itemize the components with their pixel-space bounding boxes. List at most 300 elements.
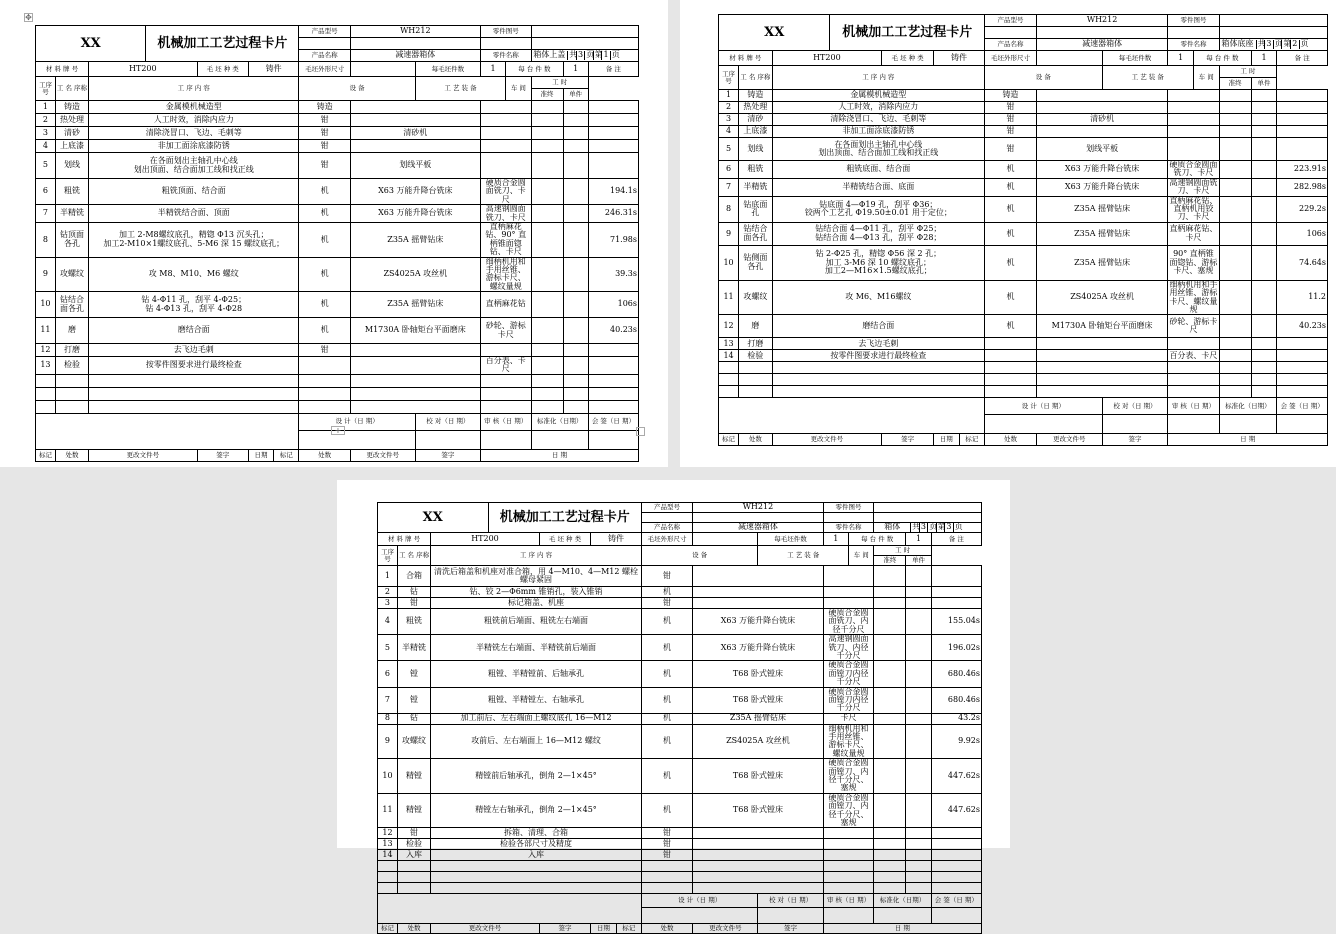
cell-text: 标记 xyxy=(38,450,52,459)
cell-text: 箱体底座 xyxy=(1221,39,1254,49)
cell-text: 页 xyxy=(954,522,963,532)
cell-text: 1 xyxy=(726,90,732,100)
cell-text: 产品名称 xyxy=(654,523,681,532)
cell-text: 3 xyxy=(42,127,48,137)
cell-text: 机 xyxy=(1006,228,1015,238)
cell-text: 13 xyxy=(40,360,51,370)
cell-text: 223.91s xyxy=(1293,164,1326,174)
process-row xyxy=(36,101,639,114)
cell-text: 产品型号 xyxy=(997,16,1024,25)
cell-text: 钻 xyxy=(410,586,419,596)
cell-text: 工 序 内 容 xyxy=(862,73,895,82)
blank-type xyxy=(933,51,984,66)
cell-text: T68 卧式镗床 xyxy=(732,668,783,678)
cell-text: 钻 xyxy=(410,713,419,723)
process-row xyxy=(378,635,982,661)
process-row xyxy=(719,90,1328,102)
process-row xyxy=(36,344,639,357)
cell-text: 标记 xyxy=(722,435,736,444)
card-title xyxy=(146,26,299,62)
cell-text: 去飞边毛刺 xyxy=(858,338,899,348)
part-name xyxy=(1220,40,1257,48)
page-number xyxy=(602,51,611,59)
cell-text: 产品型号 xyxy=(654,503,681,512)
cell-text: 更改文件号 xyxy=(366,450,399,459)
cell-text: 2 xyxy=(384,586,390,596)
cell-text: 4 xyxy=(42,140,48,150)
process-row xyxy=(719,161,1328,179)
cell-text: 40.23s xyxy=(1298,321,1326,331)
cell-text: 去飞边毛刺 xyxy=(173,344,214,354)
cell-text: 钻 4-Φ11 孔，刮平 4-Φ25； 钻 4-Φ13 孔，刮平 4-Φ28 xyxy=(141,295,247,313)
cell-text: 6 xyxy=(384,668,390,678)
cell-text: 钳 xyxy=(1006,102,1015,112)
process-card-2 xyxy=(718,14,1328,444)
cell-text: 标记 xyxy=(279,450,293,459)
document-page-3 xyxy=(337,480,1010,933)
cell-text: 设 备 xyxy=(1035,73,1051,82)
cell-text: 处数 xyxy=(1003,435,1017,444)
cell-text: 热处理 xyxy=(59,114,84,124)
cell-text: 设 计（日 期） xyxy=(678,896,722,905)
cell-text: 钻结合面 4—Φ11 孔，刮平 Φ25； 钻结合面 4—Φ13 孔，刮平 Φ28； xyxy=(815,224,942,242)
cell-text: 砂轮、游标卡尺 xyxy=(1169,316,1218,335)
part-name xyxy=(874,523,910,531)
cell-text: 攻螺纹 xyxy=(402,736,427,746)
per-unit-count xyxy=(906,533,931,546)
cell-text: 签字 xyxy=(901,435,915,444)
process-row xyxy=(36,127,639,140)
cell-text: 校 对（日 期） xyxy=(426,417,470,426)
cell-text: 日期 xyxy=(254,450,268,459)
cell-text: 机 xyxy=(663,586,672,596)
process-row xyxy=(36,357,639,375)
cell-text: 铸件 xyxy=(608,533,625,543)
cell-text: 钻侧面各孔 xyxy=(743,253,768,271)
total-pages xyxy=(576,51,585,59)
process-card-table xyxy=(377,502,982,934)
cell-text: 百分表、卡尺 xyxy=(485,356,526,374)
cell-text: 设 备 xyxy=(349,84,365,93)
cell-text: 钳 xyxy=(663,839,672,849)
cell-text: 材 料 牌 号 xyxy=(387,534,421,543)
cell-text: 清砂机 xyxy=(403,127,428,137)
cell-text: 材 料 牌 号 xyxy=(729,53,762,62)
cell-text: 钻 2-Φ25 孔，精锪 Φ56 深 2 孔； 加工 3-M6 深 10 螺纹底孔； 加工2—M16×1.5螺纹底孔； xyxy=(815,249,942,275)
cell-text: ZS4025A 攻丝机 xyxy=(1070,292,1134,302)
cell-text: 机 xyxy=(663,694,672,704)
per-unit-count xyxy=(1251,51,1277,66)
cell-text: 机械加工工艺过程卡片 xyxy=(157,35,288,51)
cell-text: 攻 M8、M10、M6 螺纹 xyxy=(148,269,239,279)
cell-text: 铸造 xyxy=(63,101,80,111)
cell-text: 钳 xyxy=(663,850,672,860)
cell-text: 2 xyxy=(726,102,732,112)
cell-text: 3 xyxy=(1266,39,1272,49)
cell-text: 磨结合面 xyxy=(177,325,210,335)
cell-text: 1 xyxy=(490,63,496,73)
cell-text: 上底漆 xyxy=(743,126,768,136)
cell-text: 会 签（日 期） xyxy=(1280,401,1324,410)
cell-text: 签字 xyxy=(784,924,798,933)
cell-text: 材 料 牌 号 xyxy=(45,64,79,73)
cell-text: 钳 xyxy=(320,344,329,354)
product-name xyxy=(693,523,823,533)
cell-text: 毛坯外形尺寸 xyxy=(990,53,1030,62)
process-row xyxy=(719,102,1328,114)
cell-text: 备 注 xyxy=(948,534,964,543)
cell-text: 每毛坯件数 xyxy=(1118,53,1152,62)
process-card-3 xyxy=(377,502,982,933)
cell-text: 减速器箱体 xyxy=(395,50,436,60)
cell-text: 攻前后、左右端面上 16—M12 螺纹 xyxy=(471,736,601,746)
cell-text: 13 xyxy=(382,839,393,849)
cell-text: 毛坯外形尺寸 xyxy=(305,64,345,73)
cell-text: 处数 xyxy=(65,450,79,459)
cell-text: 铸造 xyxy=(1002,90,1019,100)
process-row xyxy=(36,114,639,127)
cell-text: 106s xyxy=(617,299,637,309)
cell-text: 工 艺 装 备 xyxy=(444,84,477,93)
cell-text: 精镗左右轴承孔，倒角 2—1×45° xyxy=(475,805,597,815)
cell-text: 194.1s xyxy=(609,186,637,196)
cell-text: 粗镗、半精镗前、后轴承孔 xyxy=(488,668,585,678)
cell-text: 金属模机械造型 xyxy=(850,90,907,100)
material-grade xyxy=(431,533,540,546)
cell-text: WH212 xyxy=(400,26,431,36)
company-name xyxy=(36,26,146,62)
cell-text: 机 xyxy=(1006,292,1015,302)
cell-text: 机 xyxy=(1006,181,1015,191)
cell-text: 毛 坯 种 类 xyxy=(891,53,924,62)
cell-text: 会 签（日 期） xyxy=(934,896,978,905)
cell-text: 9.92s xyxy=(958,736,980,746)
cell-text: M1730A 卧轴矩台平面磨床 xyxy=(364,325,466,335)
page-number xyxy=(1290,40,1299,48)
cell-text: 447.62s xyxy=(947,805,980,815)
cell-text: 第 xyxy=(937,522,946,532)
process-row xyxy=(36,205,639,223)
cell-text: 清砂 xyxy=(63,127,80,137)
cell-text: 钻结合面各孔 xyxy=(743,224,768,242)
cell-text: 拆箱、清理、合箱 xyxy=(504,828,569,838)
cell-text: 40.23s xyxy=(609,325,637,335)
cell-text: Z35A 摇臂钻床 xyxy=(387,299,444,309)
cell-text: 246.31s xyxy=(604,208,637,218)
cell-text: 零件图号 xyxy=(835,503,862,512)
cell-text: 5 xyxy=(384,642,390,652)
cell-text: 90° 直柄锥面锪钻、游标卡尺、塞规 xyxy=(1169,249,1218,275)
cell-text: 非加工面涂底漆防锈 xyxy=(842,126,915,136)
product-model xyxy=(693,503,823,513)
cell-text: X63 万能升降台铣床 xyxy=(720,642,796,652)
cell-text: 校 对（日 期） xyxy=(1113,401,1157,410)
cell-text: 机 xyxy=(663,668,672,678)
cell-text: 1 xyxy=(42,101,48,111)
cell-text: 第 xyxy=(1283,39,1292,49)
cell-text: 精镗 xyxy=(406,805,423,815)
cell-text: 入库 xyxy=(528,850,545,860)
cell-text: 设 计（日 期） xyxy=(1021,401,1065,410)
cell-text: 划线 xyxy=(63,160,80,170)
cell-text: X63 万能升降台铣床 xyxy=(378,208,453,218)
cell-text: 设 备 xyxy=(692,551,708,560)
cell-text: 1 xyxy=(916,533,922,543)
cell-text: 71.98s xyxy=(609,234,637,244)
cell-text: Z35A 摇臂钻床 xyxy=(1074,257,1131,267)
cell-text: 按零件图要求进行最终检查 xyxy=(145,360,242,370)
material-grade xyxy=(772,51,882,66)
cell-text: M1730A 卧轴矩台平面磨床 xyxy=(1051,321,1153,331)
cell-text: 4 xyxy=(726,126,732,136)
cell-text: 9 xyxy=(726,228,732,238)
cell-text: 106s xyxy=(1306,228,1326,238)
add-row-icon[interactable]: + xyxy=(331,426,345,435)
cell-text: 清除浇冒口、飞边、毛刺等 xyxy=(830,114,927,124)
table-resize-handle-icon[interactable] xyxy=(636,427,645,436)
cell-text: 3 xyxy=(920,522,926,532)
cell-text: 工序号 xyxy=(38,80,52,96)
cell-text: 直柄麻花钻、直柄机用铰刀、卡尺 xyxy=(1169,195,1218,222)
cell-text: 机 xyxy=(663,770,672,780)
cell-text: 毛 坯 种 类 xyxy=(206,64,239,73)
cell-text: 钳 xyxy=(663,597,672,607)
product-name xyxy=(1036,39,1168,51)
cell-text: 砂轮、游标卡尺 xyxy=(485,321,526,339)
cell-text: 12 xyxy=(40,344,51,354)
cell-text: 第 xyxy=(594,50,603,60)
process-row xyxy=(378,724,982,759)
cell-text: 检验各部尺寸及精度 xyxy=(500,839,573,849)
cell-text: 粗铣前后端面、粗铣左右端面 xyxy=(484,616,589,626)
cell-text: 196.02s xyxy=(947,642,980,652)
cell-text: 单件 xyxy=(912,556,926,565)
cell-text: 工 时 xyxy=(1240,67,1256,76)
table-move-handle-icon[interactable]: ✥ xyxy=(25,13,32,22)
cell-text: 8 xyxy=(726,203,732,213)
cell-text: 10 xyxy=(382,770,393,780)
cell-text: 工 序 内 容 xyxy=(177,84,210,93)
process-row xyxy=(719,178,1328,196)
cell-text: 共 xyxy=(1257,39,1266,49)
cell-text: 机 xyxy=(663,736,672,746)
cell-text: 机 xyxy=(320,299,329,309)
cell-text: 半精铣结合面、底面 xyxy=(842,181,915,191)
cell-text: 更改文件号 xyxy=(1052,435,1086,444)
cell-text: 设 计（日 期） xyxy=(335,417,379,426)
cell-text: 硬质合金圆面铣刀、卡尺 xyxy=(485,178,526,204)
cell-text: 工 时 xyxy=(552,78,568,87)
part-name xyxy=(532,51,568,59)
cell-text: T68 卧式镗床 xyxy=(732,770,783,780)
cell-text: 共 xyxy=(569,50,578,60)
process-row xyxy=(378,850,982,861)
cell-text: 细柄机用和手用丝锥、游标卡尺、螺纹量规 xyxy=(828,723,869,758)
cell-text: 细柄机用和手用丝锥、游标卡尺、螺纹量规 xyxy=(1169,279,1218,314)
cell-text: 处数 xyxy=(407,924,421,933)
per-blank-count xyxy=(480,62,505,77)
cell-text: 4 xyxy=(384,616,390,626)
cell-text: 标记 xyxy=(965,435,979,444)
process-row xyxy=(378,587,982,598)
cell-text: 审 核（日 期） xyxy=(826,896,871,905)
cell-text: 产品名称 xyxy=(997,40,1024,49)
cell-text: 2 xyxy=(1292,39,1298,49)
company-name xyxy=(378,503,489,533)
cell-text: 校 对（日 期） xyxy=(768,896,813,905)
cell-text: 钳 xyxy=(663,828,672,838)
cell-text: 9 xyxy=(42,269,48,279)
card-title xyxy=(488,503,641,533)
process-row xyxy=(36,179,639,205)
cell-text: 加工 2-M8螺纹底孔，精锪 Φ13 沉头孔； 加工2-M10×1螺纹底孔、5-M6 深 15 螺纹底孔； xyxy=(103,230,285,248)
page-number xyxy=(945,523,954,531)
cell-text: 工 名 序称 xyxy=(740,73,771,82)
cell-text: 半精铣结合面、顶面 xyxy=(157,208,230,218)
cell-text: 工 艺 装 备 xyxy=(787,551,820,560)
cell-text: 机械加工工艺过程卡片 xyxy=(842,24,973,40)
process-row xyxy=(719,315,1328,338)
cell-text: 产品型号 xyxy=(311,27,338,36)
cell-text: 日期 xyxy=(939,435,953,444)
cell-text: 半精铣 xyxy=(59,208,84,218)
cell-text: 铸造 xyxy=(747,90,764,100)
cell-text: 车 间 xyxy=(1198,73,1214,82)
cell-text: 减速器箱体 xyxy=(1082,39,1123,49)
cell-text: 备 注 xyxy=(1294,53,1310,62)
process-row xyxy=(719,138,1328,161)
cell-text: WH212 xyxy=(1086,15,1118,25)
blank-type xyxy=(591,533,642,546)
process-row xyxy=(36,292,639,318)
cell-text: 铸件 xyxy=(265,63,282,73)
cell-text: 签字 xyxy=(441,450,455,459)
cell-text: 准终 xyxy=(540,90,554,99)
cell-text: 硬质合金圆面镗刀内径千分尺 xyxy=(828,660,869,687)
cell-text: 粗铣 xyxy=(747,164,764,174)
cell-text: 高速钢圆面铣刀、内径千分尺 xyxy=(828,634,869,660)
cell-text: 机 xyxy=(663,616,672,626)
cell-text: 划线 xyxy=(747,143,764,153)
process-row xyxy=(36,222,639,257)
cell-text: 箱体上盖 xyxy=(533,50,566,60)
cell-text: ZS4025A 攻丝机 xyxy=(383,269,448,279)
process-row xyxy=(36,318,639,344)
cell-text: 粗镗、半精镗左、右轴承孔 xyxy=(488,694,585,704)
cell-text: 磨结合面 xyxy=(862,321,895,331)
cell-text: 镗 xyxy=(410,694,419,704)
cell-text: 镗 xyxy=(410,668,419,678)
cell-text: 清洗后箱盖和机座对准合箱，用 4—M10、4—M12 螺栓螺母紧固 xyxy=(434,566,639,584)
cell-text: 机 xyxy=(663,805,672,815)
cell-text: 检验 xyxy=(63,360,80,370)
cell-text: 箱体 xyxy=(884,522,901,532)
cell-text: 页 xyxy=(586,50,595,60)
cell-text: 合箱 xyxy=(406,570,423,580)
cell-text: 共 xyxy=(912,522,921,532)
cell-text: 零件名称 xyxy=(492,51,519,60)
cell-text: 2 xyxy=(42,114,48,124)
cell-text: 机 xyxy=(1006,203,1015,213)
cell-text: 7 xyxy=(726,181,732,191)
cell-text: 1 xyxy=(1261,52,1267,62)
cell-text: 钻结合面各孔 xyxy=(59,295,84,313)
process-row xyxy=(378,793,982,828)
cell-text: 标记箱盖、机座 xyxy=(508,597,565,607)
cell-text: 机械加工工艺过程卡片 xyxy=(499,509,630,525)
cell-text: 机 xyxy=(663,713,672,723)
cell-text: 13 xyxy=(723,338,734,348)
cell-text: 车 间 xyxy=(853,551,869,560)
process-row xyxy=(378,759,982,794)
process-row xyxy=(378,713,982,724)
cell-text: XX xyxy=(764,24,785,40)
cell-text: 金属模机械造型 xyxy=(165,101,222,111)
cell-text: 零件名称 xyxy=(1180,40,1207,49)
cell-text: 机 xyxy=(1006,164,1015,174)
cell-text: 钳 xyxy=(1006,143,1015,153)
cell-text: 日 期 xyxy=(1240,435,1256,444)
cell-text: 磨 xyxy=(67,325,76,335)
cell-text: 铸件 xyxy=(951,52,967,62)
cell-text: 工 艺 装 备 xyxy=(1131,73,1164,82)
cell-text: 钳 xyxy=(1006,114,1015,124)
cell-text: 签字 xyxy=(1128,435,1142,444)
cell-text: 粗铣 xyxy=(406,616,423,626)
cell-text: 直柄麻花钻 xyxy=(485,299,526,309)
process-row xyxy=(36,153,639,179)
cell-text: 钳 xyxy=(320,140,329,150)
process-card-table xyxy=(718,14,1328,446)
cell-text: Z35A 摇臂钻床 xyxy=(387,234,444,244)
cell-text: 硬质合金圆面镗刀、内径千分尺、塞规 xyxy=(828,792,869,827)
cell-text: 机 xyxy=(1006,321,1015,331)
process-row xyxy=(36,257,639,292)
product-model xyxy=(350,26,480,38)
cell-text: 准终 xyxy=(883,556,897,565)
cell-text: 清砂 xyxy=(747,114,764,124)
cell-text: 更改文件号 xyxy=(468,924,502,933)
cell-text: 人工时效，消除内应力 xyxy=(838,102,919,112)
cell-text: XX xyxy=(80,35,101,51)
process-card-1 xyxy=(35,25,639,459)
document-page-2 xyxy=(680,0,1336,467)
cell-text: 10 xyxy=(723,257,734,267)
cell-text: X63 万能升降台铣床 xyxy=(1064,164,1140,174)
cell-text: 钻底面孔 xyxy=(743,199,768,218)
cell-text: 处数 xyxy=(748,435,762,444)
cell-text: 车 间 xyxy=(510,84,526,93)
cell-text: 硬质合金圆面镗刀内径千分尺 xyxy=(828,686,869,713)
cell-text: 卡尺 xyxy=(840,713,857,723)
cell-text: 7 xyxy=(42,208,48,218)
cell-text: 会 签（日 期） xyxy=(591,417,635,426)
cell-text: 钻底面 4—Φ19 孔，刮平 Φ36； 铰两个工艺孔 Φ19.50±0.01 用于定位； xyxy=(804,199,952,218)
cell-text: 7 xyxy=(384,694,390,704)
cell-text: 10 xyxy=(40,299,51,309)
cell-text: 半精铣 xyxy=(743,181,768,191)
cell-text: 钳 xyxy=(410,597,419,607)
process-row xyxy=(719,222,1328,245)
cell-text: Z35A 摇臂钻床 xyxy=(1074,228,1131,238)
process-card-table xyxy=(35,25,639,462)
process-row xyxy=(719,338,1328,350)
cell-text: 划线平板 xyxy=(1086,143,1119,153)
product-model xyxy=(1036,15,1168,27)
process-row xyxy=(378,609,982,635)
cell-text: 签字 xyxy=(558,924,572,933)
cell-text: 8 xyxy=(42,234,48,244)
